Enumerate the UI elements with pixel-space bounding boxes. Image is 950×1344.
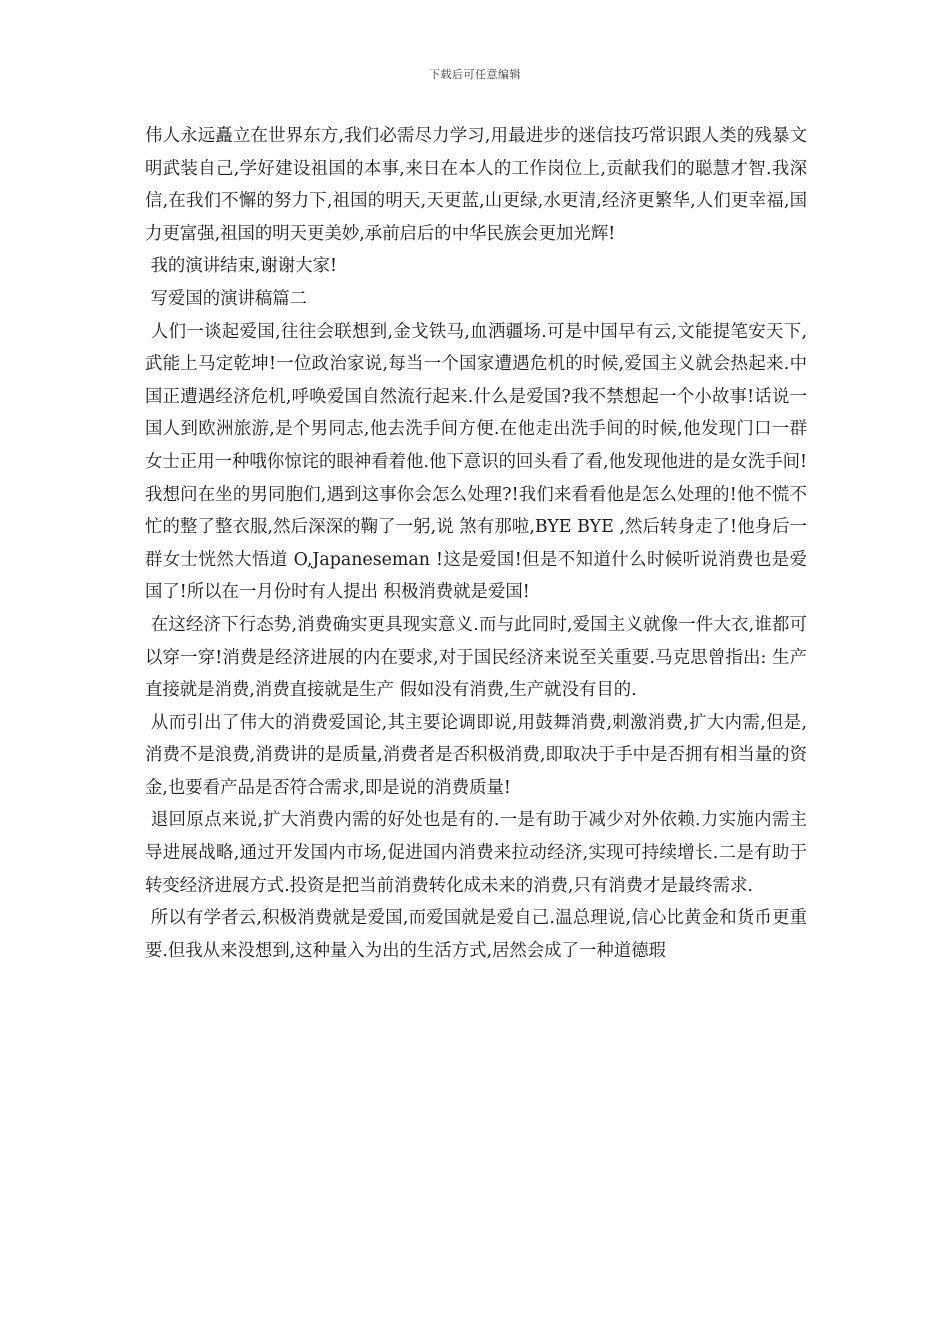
paragraph-2: 我的演讲结束,谢谢大家!: [145, 256, 337, 277]
paragraph-1: 伟人永远矗立在世界东方,我们必需尽力学习,用最进步的迷信技巧常识跟人类的残暴文明武装自己,学好建设祖国的本事,来日在本人的工作岗位上,贡献我们的聪慧才智.我深信,在我们不懈的努力下,祖国的明天,天更蓝,山更绿,水更清,经济更繁华,人们更幸福,国力更富强,祖国的明天更美妙,承前启后的中华民族会更加光辉!: [145, 126, 807, 244]
paragraph-3: 人们一谈起爱国,往往会联想到,金戈铁马,血洒疆场.可是中国早有云,文能提笔安天下,武能上马定乾坤!一位政治家说,每当一个国家遭遇危机的时候,爱国主义就会热起来.中国正遭遇经济危机,呼唤爱国自然流行起来.什么是爱国?我不禁想起一个小故事!话说一国人到欧洲旅游,是个男同志,他去洗手间方便.在他走出洗手间的时候,他发现门口一群女士正用一种哦你惊诧的眼神看着他.他下意识的回头看了看,他发现他进的是女洗手间!我想问在坐的男同胞们,遇到这事你会怎么处理?!我们来看看他是怎么处理的!他不慌不忙的整了整衣服,然后深深的鞠了一躬,说 煞有那啦,BYE BYE ,然后转身走了!他身后一群女士恍然大悟道 O,Japaneseman !这是爱国!但是不知道什么时候听说消费也是爱国了!所以在一月份时有人提出 积极消费就是爱国!: [145, 321, 808, 603]
paragraph-7: 所以有学者云,积极消费就是爱国,而爱国就是爱自己.温总理说,信心比黄金和货币更重要.但我从来没想到,这种量入为出的生活方式,居然会成了一种道德瑕: [145, 908, 808, 961]
page-header: 下载后可任意编辑: [429, 68, 521, 81]
paragraph-4: 在这经济下行态势,消费确实更具现实意义.而与此同时,爱国主义就像一件大衣,谁都可以穿一穿!消费是经济进展的内在要求,对于国民经济来说至关重要.马克思曾指出: 生产直接就是消费,消费直接就是生产 假如没有消费,生产就没有目的.: [145, 614, 808, 701]
paragraph-6: 退回原点来说,扩大消费内需的好处也是有的.一是有助于减少对外依赖.力实施内需主导进展战略,通过开发国内市场,促进国内消费来拉动经济,实现可持续增长.二是有助于转变经济进展方式.投资是把当前消费转化成未来的消费,只有消费才是最终需求.: [145, 810, 807, 896]
paragraph-5: 从而引出了伟大的消费爱国论,其主要论调即说,用鼓舞消费,刺激消费,扩大内需,但是,消费不是浪费,消费讲的是质量,消费者是否积极消费,即取决于手中是否拥有相当量的资金,也要看产品是否符合需求,即是说的消费质量!: [145, 712, 808, 798]
document-body: [145, 120, 807, 967]
section-heading: 写爱国的演讲稿篇二: [145, 288, 308, 309]
